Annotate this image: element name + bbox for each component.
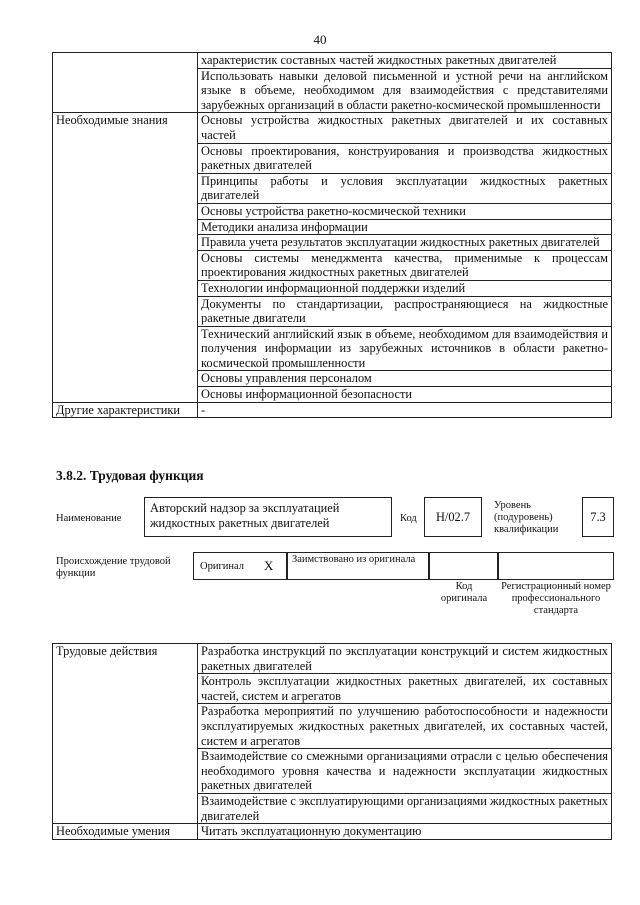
code-value: Н/02.7 bbox=[435, 510, 471, 524]
section-title: 3.8.2. Трудовая функция bbox=[56, 468, 204, 483]
skills-knowledge-table bbox=[52, 52, 612, 418]
level-value: 7.3 bbox=[590, 510, 606, 524]
original-cell bbox=[193, 552, 287, 580]
row-item: характеристик составных частей жидкостных ракетных двигателей bbox=[198, 53, 612, 69]
level-box bbox=[582, 497, 614, 537]
reg-number-label: Регистрационный номер профессионального стандарта bbox=[501, 581, 611, 616]
row-item: Читать эксплуатационную документацию bbox=[198, 824, 612, 840]
row-item: Разработка мероприятий по улучшению работоспособности и надежности эксплуатируемых жидкостных ракетных двигателей, их составных частей, систем и агрегатов bbox=[198, 704, 612, 749]
row-item: Взаимодействие со смежными организациями отрасли с целью обеспечения необходимого уровня качества и надежности эксплуатации жидкостных ракетных двигателей bbox=[198, 749, 612, 794]
table-row bbox=[53, 113, 612, 143]
row-item: Технический английский язык в объеме, необходимом для взаимодействия и получения информации из зарубежных источников в области ракетно-космической промышленности bbox=[198, 326, 612, 371]
code-original-cell bbox=[429, 552, 498, 580]
name-label: Наименование bbox=[56, 513, 122, 524]
row-item: Технологии информационной поддержки изделий bbox=[198, 280, 612, 296]
reg-number-cell bbox=[498, 552, 614, 580]
row-item: Взаимодействие с эксплуатирующими организациями жидкостных ракетных двигателей bbox=[198, 793, 612, 823]
original-mark: X bbox=[264, 558, 274, 573]
row-item: Основы информационной безопасности bbox=[198, 387, 612, 403]
row-item: Принципы работы и условия эксплуатации жидкостных ракетных двигателей bbox=[198, 173, 612, 203]
row-item: Использовать навыки деловой письменной и устной речи на английском языке в объеме, необходимом для взаимодействия с представителями зарубежных организаций в области ракетно-космической промышленности bbox=[198, 68, 612, 113]
table-row bbox=[53, 824, 612, 840]
table-row bbox=[53, 402, 612, 418]
row-label: Другие характеристики bbox=[53, 402, 198, 418]
row-label: Трудовые действия bbox=[53, 644, 198, 824]
page-number: 40 bbox=[313, 32, 327, 47]
borrowed-cell bbox=[287, 552, 429, 580]
borrowed-label: Заимствовано из оригинала bbox=[292, 554, 416, 565]
row-label: Необходимые знания bbox=[53, 113, 198, 402]
function-name-box bbox=[144, 497, 392, 537]
row-item: Методики анализа информации bbox=[198, 219, 612, 235]
row-label: Необходимые умения bbox=[53, 824, 198, 840]
row-item: Контроль эксплуатации жидкостных ракетных двигателей, их составных частей, систем и агрегатов bbox=[198, 674, 612, 704]
row-item: Разработка инструкций по эксплуатации конструкций и систем жидкостных ракетных двигателей bbox=[198, 644, 612, 674]
row-item: Основы проектирования, конструирования и производства жидкостных ракетных двигателей bbox=[198, 143, 612, 173]
row-item: Основы устройства ракетно-космической техники bbox=[198, 203, 612, 219]
row-item: Правила учета результатов эксплуатации жидкостных ракетных двигателей bbox=[198, 235, 612, 251]
original-label: Оригинал bbox=[200, 561, 244, 572]
row-item: Основы устройства жидкостных ракетных двигателей и их составных частей bbox=[198, 113, 612, 143]
row-item: Основы системы менеджмента качества, применимые к процессам проектирования жидкостных ракетных двигателей bbox=[198, 250, 612, 280]
code-label: Код bbox=[400, 513, 417, 524]
table-row bbox=[53, 53, 612, 69]
table-row bbox=[53, 644, 612, 674]
code-original-label: Код оригинала bbox=[440, 581, 488, 604]
row-item: Документы по стандартизации, распространяющиеся на жидкостные ракетные двигатели bbox=[198, 296, 612, 326]
level-label: Уровень (подуровень) квалификации bbox=[494, 500, 559, 535]
code-box bbox=[424, 497, 482, 537]
row-item: Основы управления персоналом bbox=[198, 371, 612, 387]
labor-actions-table bbox=[52, 643, 612, 840]
function-name-value: Авторский надзор за эксплуатацией жидкостных ракетных двигателей bbox=[150, 501, 340, 530]
origin-label: Происхождение трудовой функции bbox=[56, 556, 171, 579]
row-item: - bbox=[198, 402, 612, 418]
row-label bbox=[53, 53, 198, 113]
